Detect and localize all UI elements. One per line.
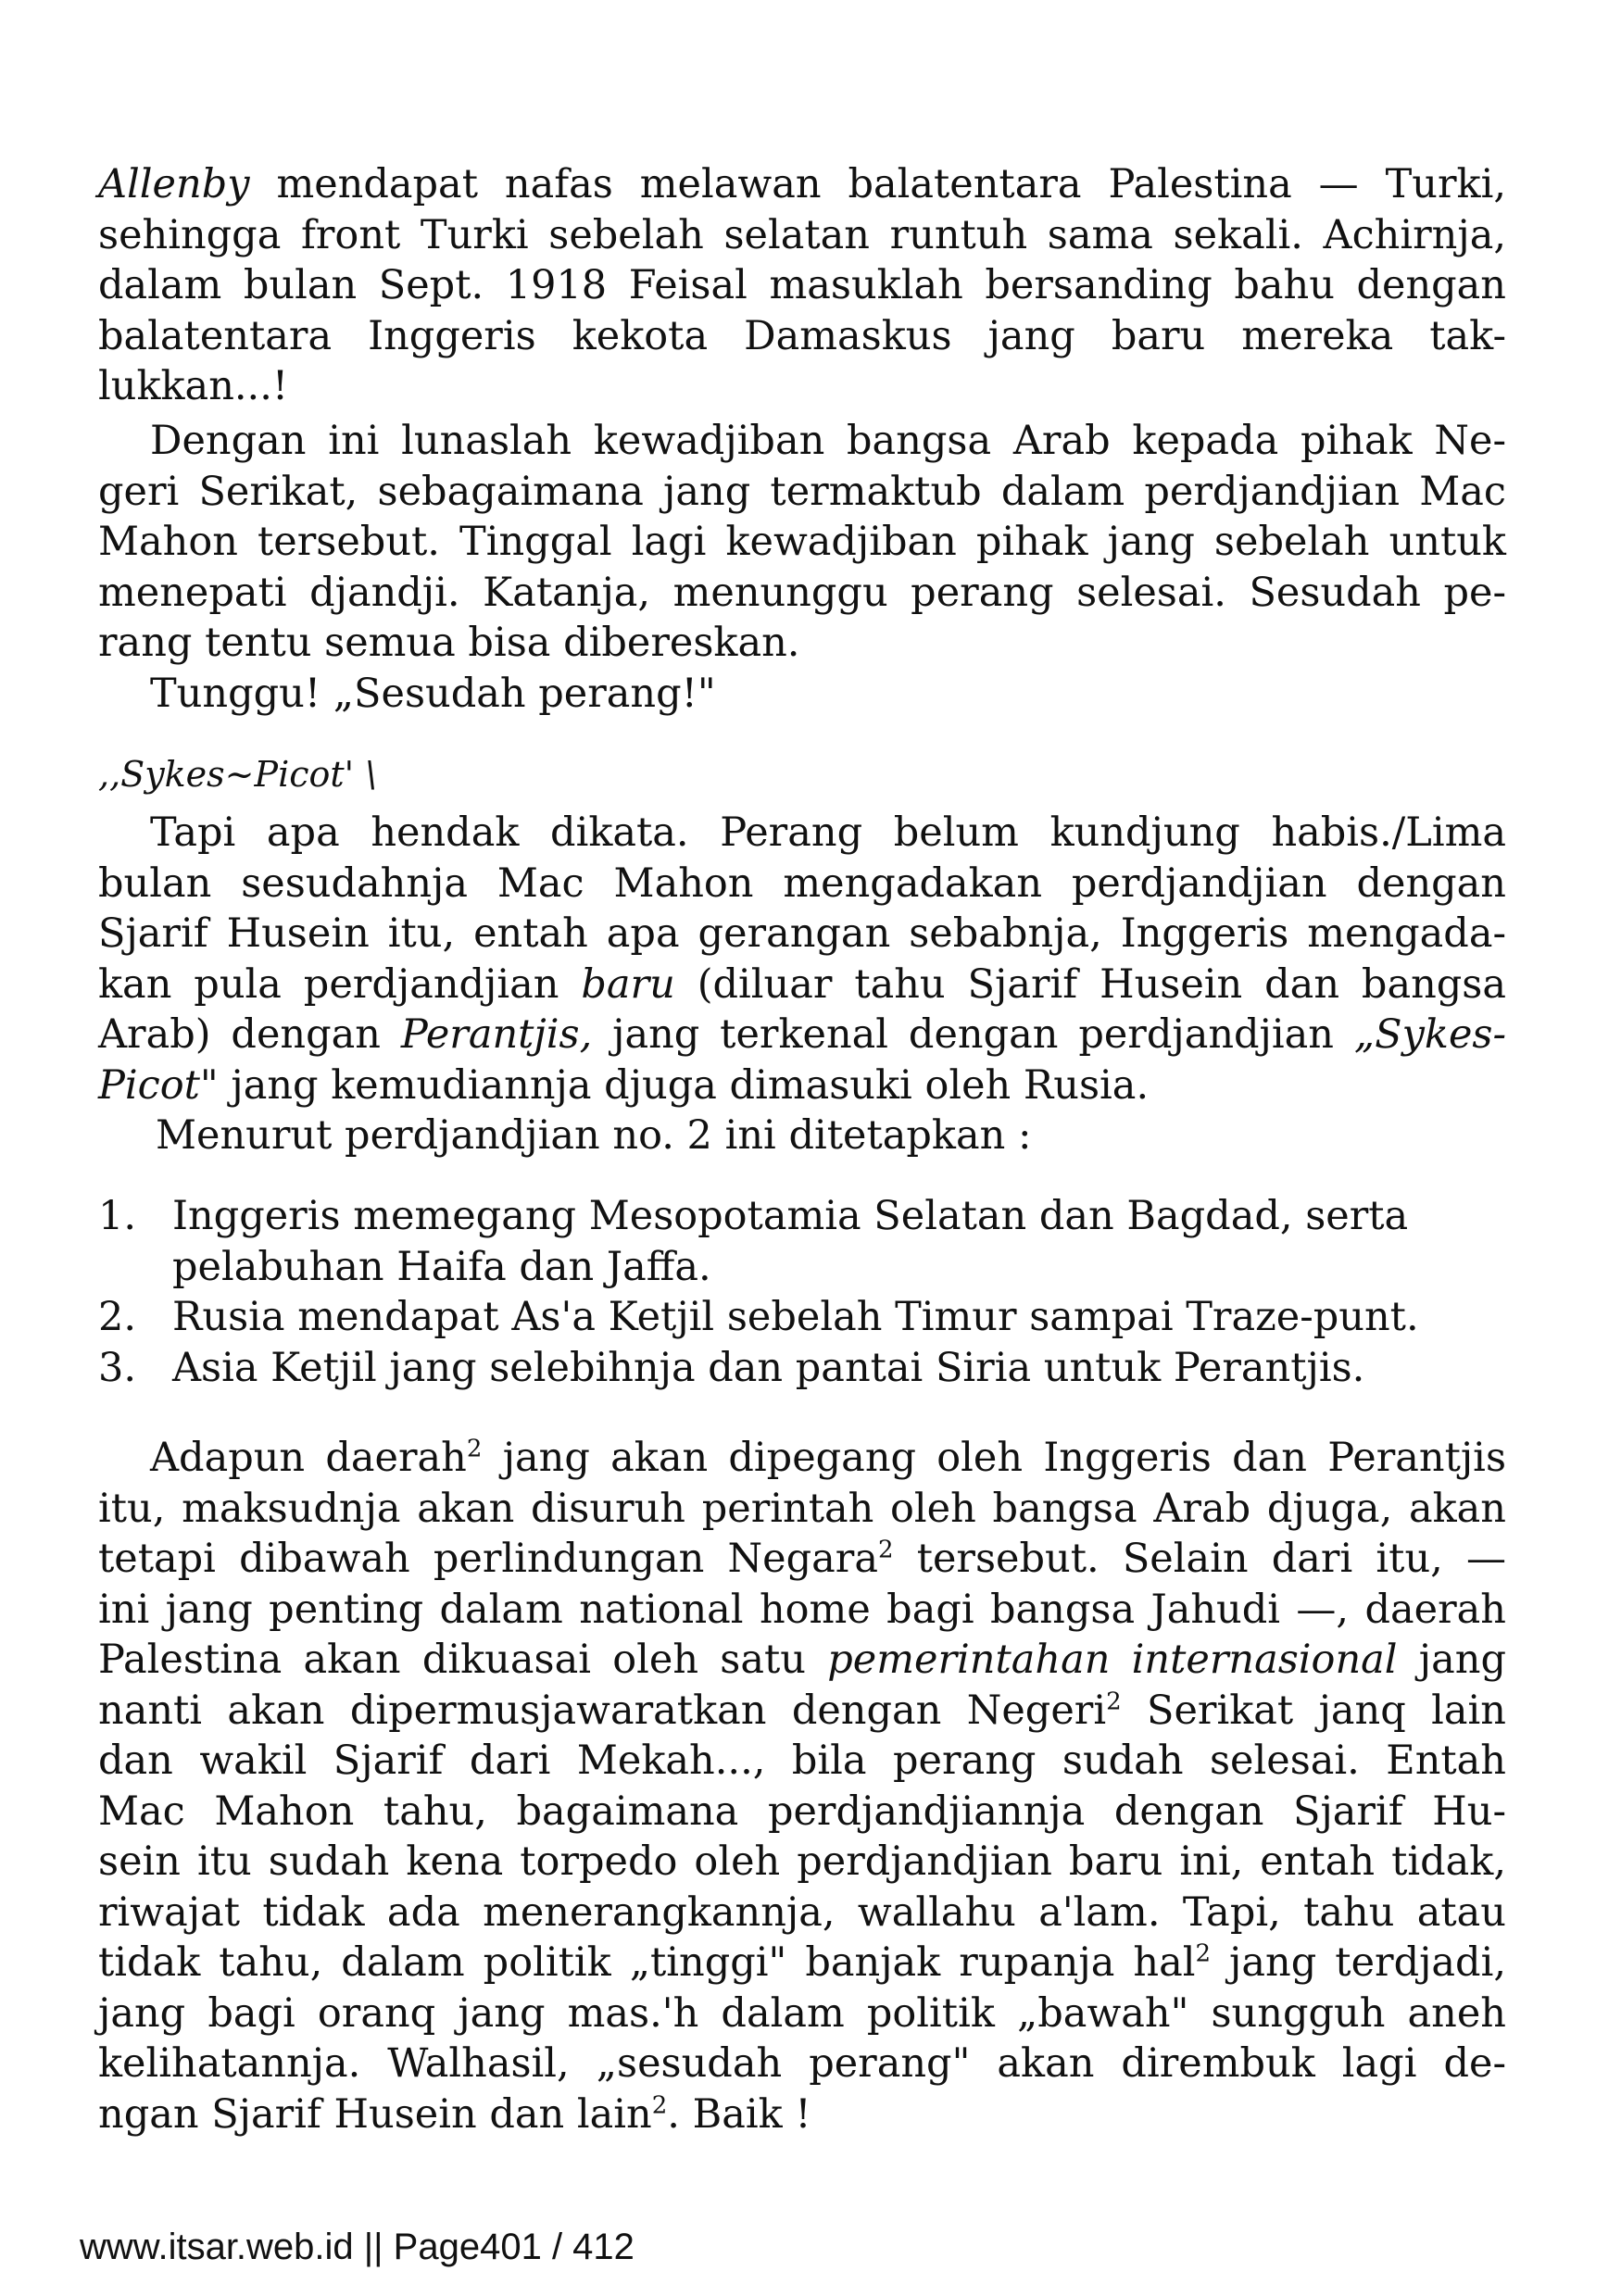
text-run: tetapi dibawah perlindungan Negara bbox=[98, 1536, 878, 1582]
text-run: nanti akan dipermusjawaratkan dengan Negeri bbox=[98, 1687, 1107, 1734]
text-run: mendapat nafas melawan balatentara Palestina — Turki, bbox=[249, 161, 1506, 207]
text-run: „Sykes- bbox=[1353, 1011, 1506, 1058]
list-text-line: Asia Ketjil jang selebihnja dan pantai Siria untuk Perantjis. bbox=[172, 1344, 1365, 1391]
text-line bbox=[98, 1433, 1506, 1484]
text-run: geri Serikat, sebagaimana jang termaktub dalam perdjandjian Mac bbox=[98, 468, 1506, 515]
list-number: 2. bbox=[98, 1294, 137, 1340]
text-run: Palestina akan dikuasai oleh satu bbox=[98, 1637, 828, 1683]
text-run: Picot" bbox=[98, 1061, 219, 1109]
text-run: itu, maksudnja akan disuruh perintah oleh bangsa Arab djuga, akan bbox=[98, 1485, 1506, 1532]
page-footer: www.itsar.web.id || Page401 / 412 bbox=[80, 2227, 635, 2267]
superscript: 2 bbox=[651, 2091, 668, 2120]
text-run: Mahon tersebut. Tinggal lagi kewadjiban pihak jang sebelah untuk bbox=[98, 519, 1506, 565]
superscript: 2 bbox=[1195, 1939, 1212, 1968]
text-line bbox=[98, 1736, 1506, 1787]
text-line bbox=[98, 1010, 1506, 1060]
text-line bbox=[98, 1635, 1506, 1686]
list-item bbox=[98, 1343, 1506, 1394]
text-line bbox=[98, 618, 1506, 669]
list-text-line: pelabuhan Haifa dan Jaffa. bbox=[172, 1243, 711, 1290]
text-run: kan pula perdjandjian bbox=[98, 960, 582, 1008]
text-run: (diluar tahu Sjarif Husein dan bangsa bbox=[674, 960, 1506, 1008]
list-item bbox=[98, 1292, 1506, 1343]
text-line bbox=[98, 2039, 1506, 2089]
text-run: lukkan...! bbox=[98, 363, 289, 409]
list-text-line: Inggeris memegang Mesopotamia Selatan dan Bagdad, serta bbox=[172, 1193, 1409, 1239]
text-run: ngan Sjarif Husein dan lain bbox=[98, 2090, 652, 2138]
text-line bbox=[98, 1989, 1506, 2039]
text-run: balatentara Inggeris kekota Damaskus jang baru mereka tak- bbox=[98, 312, 1506, 359]
text-run: Perantjis, bbox=[400, 1011, 593, 1058]
text-run: jang terdjadi, bbox=[1211, 1939, 1507, 1986]
text-line bbox=[98, 260, 1506, 311]
text-run: rang tentu semua bisa dibereskan. bbox=[98, 620, 800, 666]
text-run: bulan sesudahnja Mac Mahon mengadakan perdjandjian dengan bbox=[98, 859, 1506, 907]
superscript: 2 bbox=[466, 1435, 483, 1463]
text-line bbox=[98, 1585, 1506, 1636]
list-text-line: Rusia mendapat As'a Ketjil sebelah Timur sampai Traze-punt. bbox=[172, 1294, 1419, 1340]
text-line bbox=[98, 909, 1506, 960]
text-line bbox=[98, 1060, 1506, 1111]
text-line bbox=[98, 517, 1506, 568]
list-number: 1. bbox=[98, 1193, 137, 1239]
text-run: Menurut perdjandjian no. 2 ini ditetapkan : bbox=[156, 1112, 1032, 1159]
paragraph-1 bbox=[98, 159, 1506, 412]
list-item bbox=[98, 1191, 1506, 1292]
text-run: jang bbox=[1397, 1637, 1506, 1683]
text-run: Serikat janq lain bbox=[1121, 1687, 1506, 1734]
text-line bbox=[98, 467, 1506, 518]
text-run: Mac Mahon tahu, bagaimana perdjandjiannja dengan Sjarif Hu- bbox=[98, 1788, 1506, 1835]
text-line bbox=[98, 1110, 1506, 1161]
text-line bbox=[98, 210, 1506, 261]
text-line bbox=[98, 859, 1506, 910]
text-line bbox=[98, 1888, 1506, 1938]
text-run: kelihatannja. Walhasil, „sesudah perang" akan dirembuk lagi de- bbox=[98, 2040, 1506, 2087]
text-line bbox=[98, 1484, 1506, 1535]
text-run: riwajat tidak ada menerangkannja, wallahu a'lam. Tapi, tahu atau bbox=[98, 1888, 1506, 1936]
text-run: sein itu sudah kena torpedo oleh perdjandjian baru ini, entah tidak, bbox=[98, 1838, 1506, 1885]
text-line bbox=[98, 1534, 1506, 1585]
text-run: dan wakil Sjarif dari Mekah..., bila perang sudah selesai. Entah bbox=[98, 1738, 1506, 1784]
text-line bbox=[98, 1938, 1506, 1989]
text-line bbox=[98, 1686, 1506, 1737]
list-text bbox=[172, 1343, 1506, 1394]
text-line bbox=[98, 808, 1506, 859]
text-line bbox=[98, 1787, 1506, 1838]
text-run: Tapi apa hendak dikata. Perang belum kundjung habis./Lima bbox=[150, 809, 1506, 856]
text-line bbox=[98, 311, 1506, 362]
section-heading bbox=[98, 749, 1506, 800]
paragraph-3 bbox=[98, 808, 1506, 1161]
section-heading-text: ,,Sykes~Picot' \ bbox=[98, 754, 377, 795]
text-run: jang kemudiannja djuga dimasuki oleh Rusia. bbox=[218, 1061, 1150, 1109]
list-text bbox=[172, 1292, 1506, 1343]
text-run: menepati djandji. Katanja, menunggu perang selesai. Sesudah pe- bbox=[98, 569, 1506, 616]
paragraph-4 bbox=[98, 1433, 1506, 2139]
text-line bbox=[98, 960, 1506, 1010]
text-line bbox=[98, 568, 1506, 619]
text-run: jang terkenal dengan perdjandjian bbox=[592, 1011, 1354, 1058]
text-run: sehingga front Turki sebelah selatan runtuh sama sekali. Achirnja, bbox=[98, 211, 1506, 258]
text-run: tersebut. Selain dari itu, — bbox=[893, 1536, 1506, 1582]
text-line bbox=[98, 361, 1506, 412]
list-number: 3. bbox=[98, 1344, 137, 1391]
text-run: Arab) dengan bbox=[98, 1011, 401, 1058]
text-run: Sjarif Husein itu, entah apa gerangan sebabnja, Inggeris mengada- bbox=[98, 910, 1506, 957]
text-run: . Baik ! bbox=[667, 2090, 811, 2138]
text-run: jang bagi oranq jang mas.'h dalam politik „bawah" sungguh aneh bbox=[98, 1989, 1506, 2037]
text-run: Dengan ini lunaslah kewadjiban bangsa Arab kepada pihak Ne- bbox=[150, 418, 1506, 464]
superscript: 2 bbox=[1106, 1687, 1122, 1716]
text-line bbox=[98, 669, 1506, 720]
text-run: ini jang penting dalam national home bagi bangsa Jahudi —, daerah bbox=[98, 1586, 1506, 1633]
text-line bbox=[98, 2089, 1506, 2140]
text-run: Adapun daerah bbox=[150, 1435, 467, 1481]
text-run: pemerintahan internasional bbox=[827, 1637, 1398, 1683]
text-run: Tunggu! „Sesudah perang!" bbox=[150, 670, 716, 717]
paragraph-2 bbox=[98, 416, 1506, 719]
list-text bbox=[172, 1191, 1506, 1292]
text-run: Allenby bbox=[98, 161, 250, 207]
text-run: jang akan dipegang oleh Inggeris dan Perantjis bbox=[482, 1435, 1507, 1481]
text-line bbox=[98, 416, 1506, 467]
text-line bbox=[98, 159, 1506, 210]
superscript: 2 bbox=[877, 1536, 894, 1564]
text-line bbox=[98, 1837, 1506, 1888]
text-run: dalam bulan Sept. 1918 Feisal masuklah bersanding bahu dengan bbox=[98, 262, 1506, 308]
text-run: tidak tahu, dalam politik „tinggi" banjak rupanja hal bbox=[98, 1939, 1196, 1986]
text-run: baru bbox=[581, 960, 675, 1008]
numbered-list bbox=[98, 1191, 1506, 1393]
